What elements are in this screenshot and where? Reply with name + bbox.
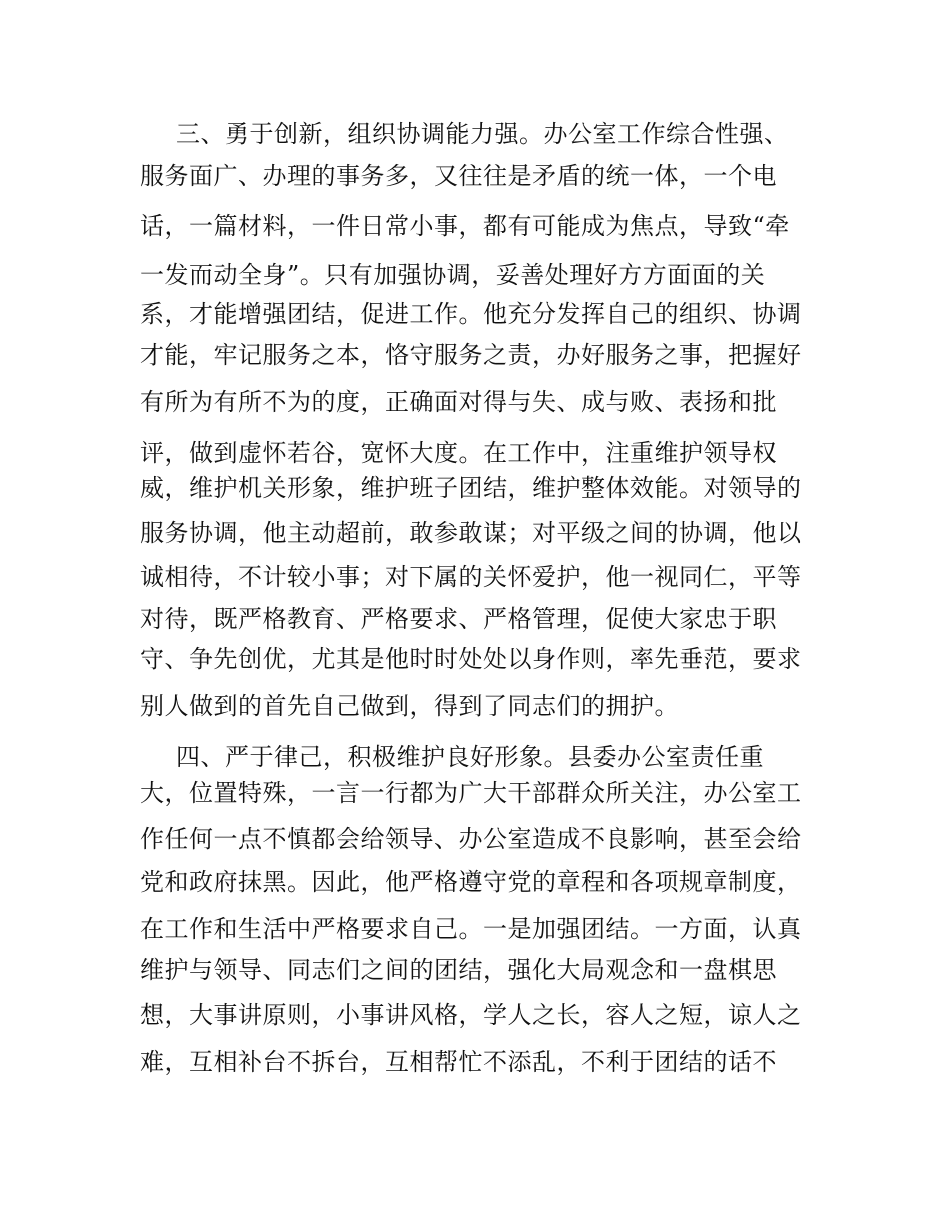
paragraph-2-line-1: 四、严于律己，积极维护良好形象。县委办公室责任重: [176, 743, 764, 771]
paragraph-1-line-1: 三、勇于创新，组织协调能力强。办公室工作综合性强、: [176, 120, 789, 148]
paragraph-1-line-8: 评，做到虚怀若谷，宽怀大度。在工作中，注重维护领导权: [140, 439, 777, 467]
paragraph-2-line-6: 维护与领导、同志们之间的团结，强化大局观念和一盘棋思: [140, 956, 777, 984]
paragraph-1-line-13: 守、争先创优，尤其是他时时处处以身作则，率先垂范，要求: [140, 645, 802, 673]
paragraph-2-line-3: 作任何一点不慎都会给领导、办公室造成不良影响，甚至会给: [140, 825, 802, 853]
paragraph-2-line-7: 想，大事讲原则，小事讲风格，学人之长，容人之短，谅人之: [140, 1001, 802, 1029]
paragraph-1-line-10: 服务协调，他主动超前，敢参敢谋；对平级之间的协调，他以: [140, 519, 802, 547]
paragraph-2-line-8: 难，互相补台不拆台，互相帮忙不添乱，不利于团结的话不: [140, 1048, 777, 1076]
paragraph-1-line-7: 有所为有所不为的度，正确面对得与失、成与败、表扬和批: [140, 388, 777, 416]
paragraph-2-line-5: 在工作和生活中严格要求自己。一是加强团结。一方面，认真: [140, 915, 802, 943]
paragraph-1-line-2: 服务面广、办理的事务多，又往往是矛盾的统一体，一个电: [140, 162, 777, 190]
paragraph-2-line-4: 党和政府抹黑。因此，他严格遵守党的章程和各项规章制度，: [140, 868, 802, 896]
paragraph-1-line-12: 对待，既严格教育、严格要求、严格管理，促使大家忠于职: [140, 605, 777, 633]
paragraph-1-line-6: 才能，牢记服务之本，恪守服务之责，办好服务之事，把握好: [140, 341, 802, 369]
paragraph-1-line-3: 话，一篇材料，一件日常小事，都有可能成为焦点，导致“牵: [140, 212, 790, 240]
paragraph-1-line-9: 威，维护机关形象，维护班子团结，维护整体效能。对领导的: [140, 474, 802, 502]
paragraph-2-line-2: 大，位置特殊，一言一行都为广大干部群众所关注，办公室工: [140, 779, 802, 807]
paragraph-1-line-14: 别人做到的首先自己做到，得到了同志们的拥护。: [140, 692, 679, 720]
paragraph-1-line-11: 诚相待，不计较小事；对下属的关怀爱护，他一视同仁，平等: [140, 563, 802, 591]
paragraph-1-line-5: 系，才能增强团结，促进工作。他充分发挥自己的组织、协调: [140, 300, 802, 328]
paragraph-1-line-4: 一发而动全身”。只有加强协调，妥善处理好方方面面的关: [140, 261, 766, 289]
